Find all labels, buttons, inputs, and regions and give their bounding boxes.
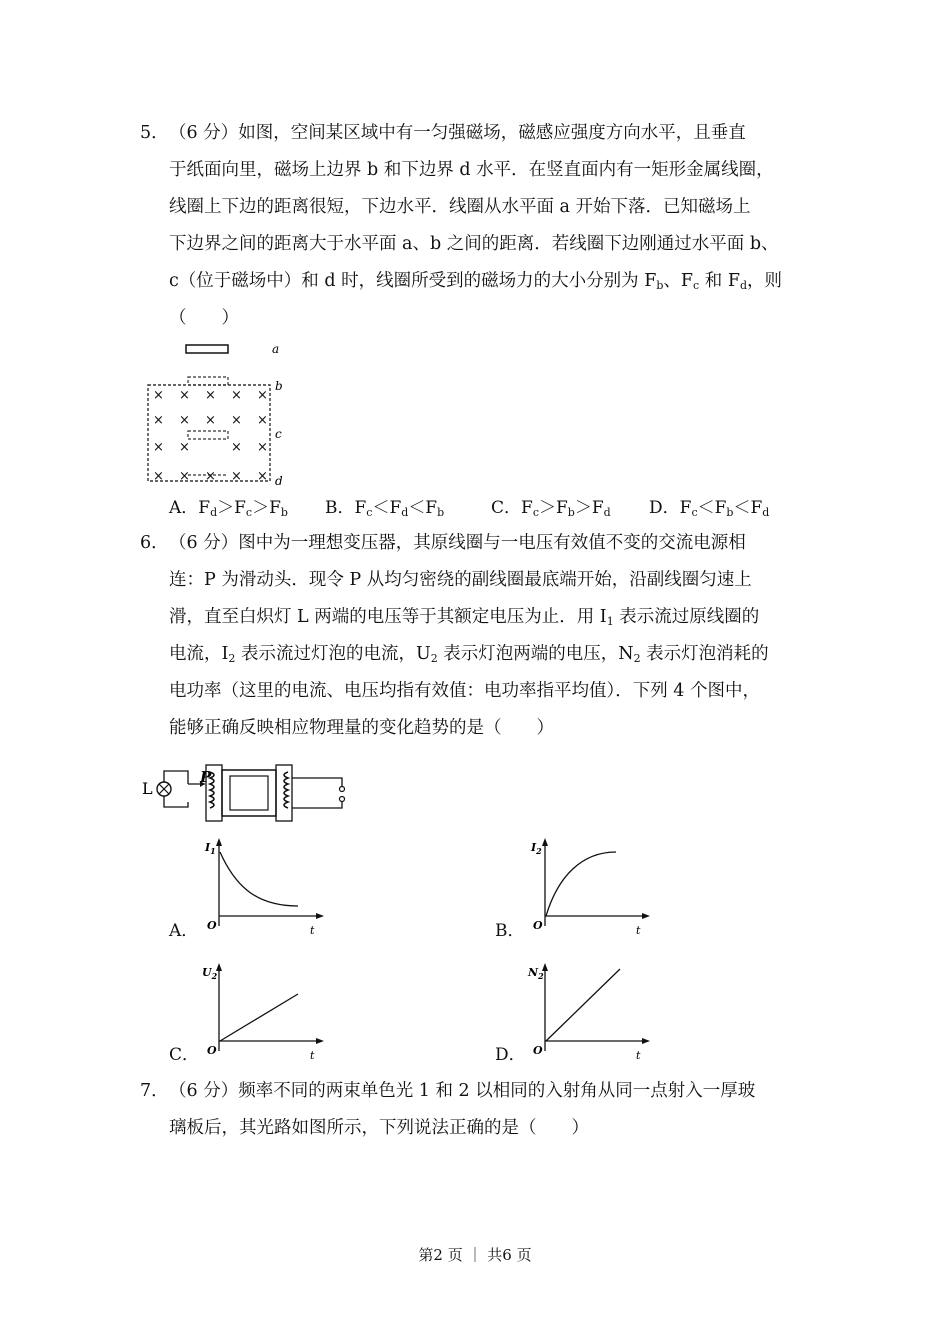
svg-text:×: × bbox=[179, 388, 190, 403]
svg-text:×: × bbox=[231, 388, 242, 403]
q5-option-a[interactable]: A．$F_d>F_c>F_b$ bbox=[169, 498, 288, 519]
q6-line-1: （6 分）图中为一理想变压器，其原线圈与一电压有效值不变的交流电源相 bbox=[169, 533, 746, 553]
svg-text:O: O bbox=[533, 1044, 543, 1057]
svg-text:O: O bbox=[207, 919, 217, 932]
svg-text:I2: $I_2$ bbox=[531, 841, 542, 856]
svg-text:O: O bbox=[207, 1044, 217, 1057]
svg-text:t: t bbox=[310, 924, 315, 937]
question-7 bbox=[140, 1073, 820, 1147]
svg-text:×: × bbox=[257, 413, 268, 428]
q5-line-2: 于纸面向里，磁场上边界 b 和下边界 d 水平．在竖直面内有一矩形金属线圈， bbox=[169, 160, 774, 180]
page-footer: 第2 页 ｜ 共6 页 bbox=[418, 1246, 532, 1264]
svg-text:×: × bbox=[179, 469, 190, 484]
q5-option-b[interactable]: B．$F_c<F_d<F_b$ bbox=[325, 498, 445, 519]
q5-option-c[interactable]: C．$F_c>F_b>F_d$ bbox=[491, 498, 611, 519]
svg-text:×: × bbox=[205, 413, 216, 428]
svg-text:I1: $I_1$ bbox=[205, 841, 216, 856]
q5-line-6: （ ） bbox=[169, 308, 239, 328]
q5-option-d[interactable]: D．$F_c<F_b<F_d$ bbox=[649, 498, 770, 519]
q6-option-b-label[interactable]: B． bbox=[495, 921, 525, 941]
q6-option-a-label[interactable]: A． bbox=[169, 921, 199, 941]
svg-text:×: × bbox=[231, 440, 242, 455]
q5-line-3: 线圈上下边的距离很短，下边水平．线圈从水平面 a 开始下落．已知磁场上 bbox=[169, 197, 751, 217]
svg-text:a: a bbox=[272, 342, 280, 356]
svg-text:×: × bbox=[257, 469, 268, 484]
graph-u2 bbox=[198, 955, 338, 1065]
svg-text:d: d bbox=[275, 474, 283, 488]
q7-line-2: 璃板后，其光路如图所示，下列说法正确的是（ ） bbox=[169, 1118, 589, 1138]
svg-text:×: × bbox=[257, 440, 268, 455]
svg-text:N2: $N_2$ bbox=[528, 966, 544, 981]
magnetic-field-figure bbox=[140, 335, 300, 490]
q6-line-5: 电功率（这里的电流、电压均指有效值：电功率指平均值）．下列 4 个图中， bbox=[169, 681, 761, 701]
svg-text:t: t bbox=[636, 924, 641, 937]
graph-i1 bbox=[198, 830, 338, 940]
svg-text:×: × bbox=[153, 388, 164, 403]
svg-text:c: c bbox=[275, 427, 282, 441]
q7-line-1: （6 分）频率不同的两束单色光 1 和 2 以相同的入射角从同一点射入一厚玻 bbox=[169, 1081, 756, 1101]
transformer-circuit bbox=[140, 762, 355, 827]
graph-i2 bbox=[524, 830, 664, 940]
question-5 bbox=[140, 115, 820, 337]
question-7-number: 7． bbox=[140, 1081, 169, 1101]
svg-text:P: P bbox=[200, 768, 212, 786]
question-6-number: 6． bbox=[140, 533, 169, 553]
q5-line-4: 下边界之间的距离大于水平面 a、b 之间的距离．若线圈下边刚通过水平面 b、 bbox=[169, 234, 779, 254]
svg-text:×: × bbox=[205, 388, 216, 403]
q6-option-c-label[interactable]: C． bbox=[169, 1045, 200, 1065]
svg-text:t: t bbox=[636, 1049, 641, 1062]
svg-text:×: × bbox=[179, 440, 190, 455]
svg-text:U2: $U_2$ bbox=[202, 966, 218, 981]
svg-text:×: × bbox=[231, 413, 242, 428]
q6-option-d-label[interactable]: D． bbox=[495, 1045, 526, 1065]
svg-text:×: × bbox=[205, 469, 216, 484]
q6-line-3: 滑，直至白炽灯 L 两端的电压等于其额定电压为止．用 $I_1$ 表示流过原线圈的 bbox=[169, 607, 760, 628]
svg-text:b: b bbox=[275, 379, 283, 393]
q6-line-6: 能够正确反映相应物理量的变化趋势的是（ ） bbox=[169, 718, 554, 738]
q6-line-4: 电流，$I_2$ 表示流过灯泡的电流，$U_2$ 表示灯泡两端的电压，$N_2$ 表示灯泡消耗的 bbox=[169, 644, 769, 665]
q5-options bbox=[169, 493, 769, 518]
svg-text:×: × bbox=[257, 388, 268, 403]
svg-text:L: L bbox=[142, 779, 153, 798]
svg-text:t: t bbox=[310, 1049, 315, 1062]
svg-text:O: O bbox=[533, 919, 543, 932]
svg-text:×: × bbox=[231, 469, 242, 484]
q5-line-5: c（位于磁场中）和 d 时，线圈所受到的磁场力的大小分别为 $F_b$、$F_c$ 和 $F_d$，则 bbox=[169, 271, 783, 292]
q5-line-1: （6 分）如图，空间某区域中有一匀强磁场，磁感应强度方向水平，且垂直 bbox=[169, 123, 746, 143]
svg-text:×: × bbox=[153, 413, 164, 428]
svg-text:×: × bbox=[179, 413, 190, 428]
svg-text:×: × bbox=[153, 440, 164, 455]
graph-n2 bbox=[524, 955, 664, 1065]
question-6 bbox=[140, 525, 820, 747]
question-5-number: 5． bbox=[140, 123, 169, 143]
svg-text:×: × bbox=[153, 469, 164, 484]
q6-line-2: 连：P 为滑动头．现令 P 从均匀密绕的副线圈最底端开始，沿副线圈匀速上 bbox=[169, 570, 752, 590]
